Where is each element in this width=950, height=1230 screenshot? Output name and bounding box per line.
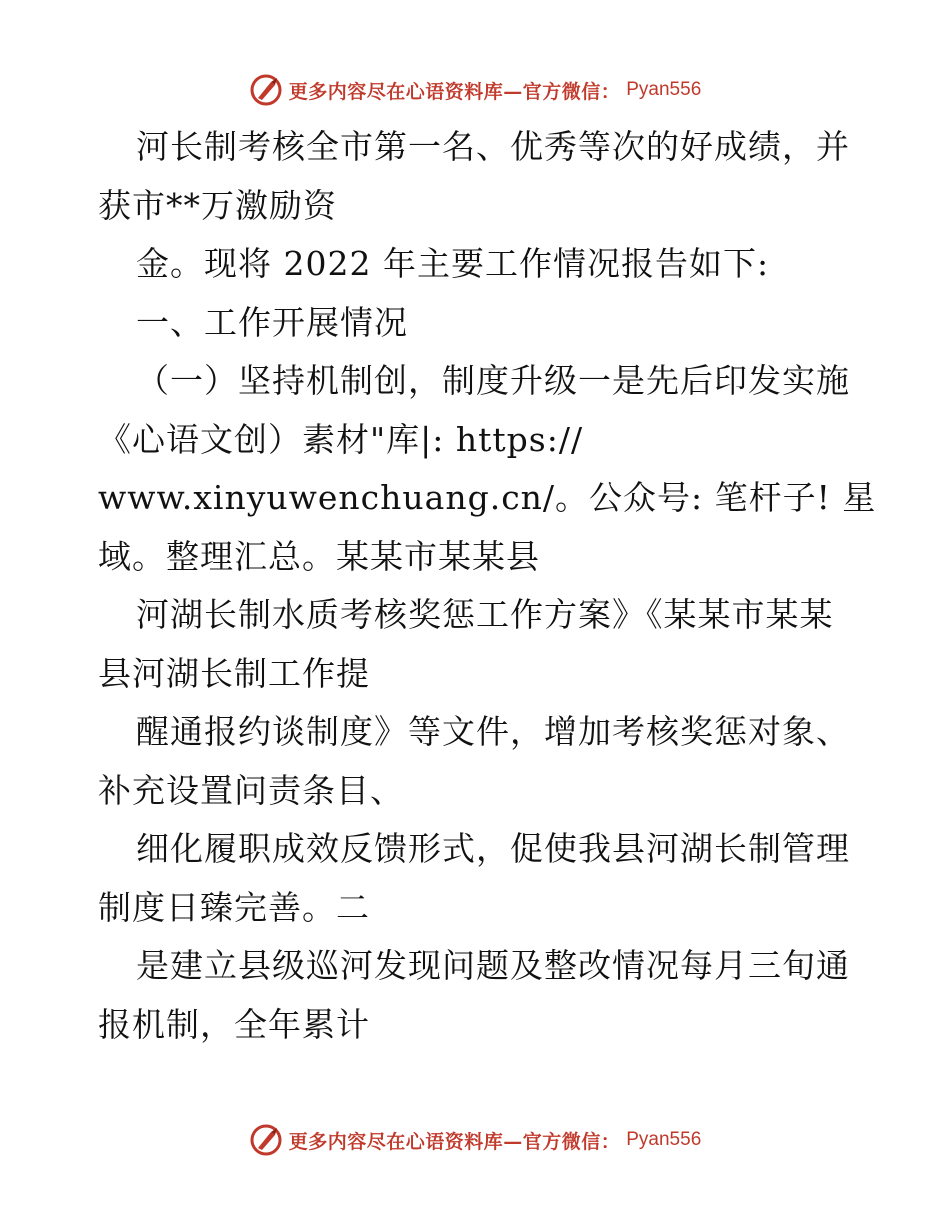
- body-line: 河长制考核全市第一名、优秀等次的好成绩，并: [136, 127, 850, 166]
- body-line: 《心语文创）素材"库|: https://: [98, 419, 584, 459]
- body-line: 是建立县级巡河发现问题及整改情况每月三旬通: [136, 946, 850, 985]
- body-line: 获市**万激励资: [98, 185, 337, 225]
- footer-watermark: [0, 1120, 950, 1160]
- body-line: 县河湖长制工作提: [98, 653, 370, 693]
- section-heading: 一、工作开展情况: [136, 302, 408, 342]
- watermark-account: Pyan556: [626, 79, 702, 100]
- quill-pen-logo-icon: [249, 1123, 283, 1157]
- subsection-heading: （一）坚持机制创，制度升级一是先后印发实施: [136, 361, 850, 400]
- header-watermark: [0, 70, 950, 110]
- body-line: 制度日臻完善。二: [98, 887, 370, 927]
- body-line: 补充设置问责条目、: [98, 770, 404, 810]
- body-line: 细化履职成效反馈形式，促使我县河湖长制管理: [136, 829, 850, 868]
- body-line: 醒通报约谈制度》等文件，增加考核奖惩对象、: [136, 712, 850, 751]
- body-line: 报机制，全年累计: [98, 1004, 370, 1044]
- body-line: 河湖长制水质考核奖惩工作方案》《某某市某某: [136, 595, 834, 634]
- body-line: 域。整理汇总。某某市某某县: [98, 536, 540, 576]
- body-line: 金。现将 2022 年主要工作情况报告如下:: [136, 244, 770, 283]
- watermark-account: Pyan556: [626, 1129, 702, 1150]
- watermark-text: 更多内容尽在心语资料库—官方微信：: [288, 1130, 621, 1153]
- body-line: www.xinyuwenchuang.cn/。公众号: 笔杆子! 星: [98, 478, 877, 517]
- document-body: [98, 118, 877, 1054]
- quill-pen-logo-icon: [249, 73, 283, 107]
- watermark-text: 更多内容尽在心语资料库—官方微信：: [288, 80, 621, 103]
